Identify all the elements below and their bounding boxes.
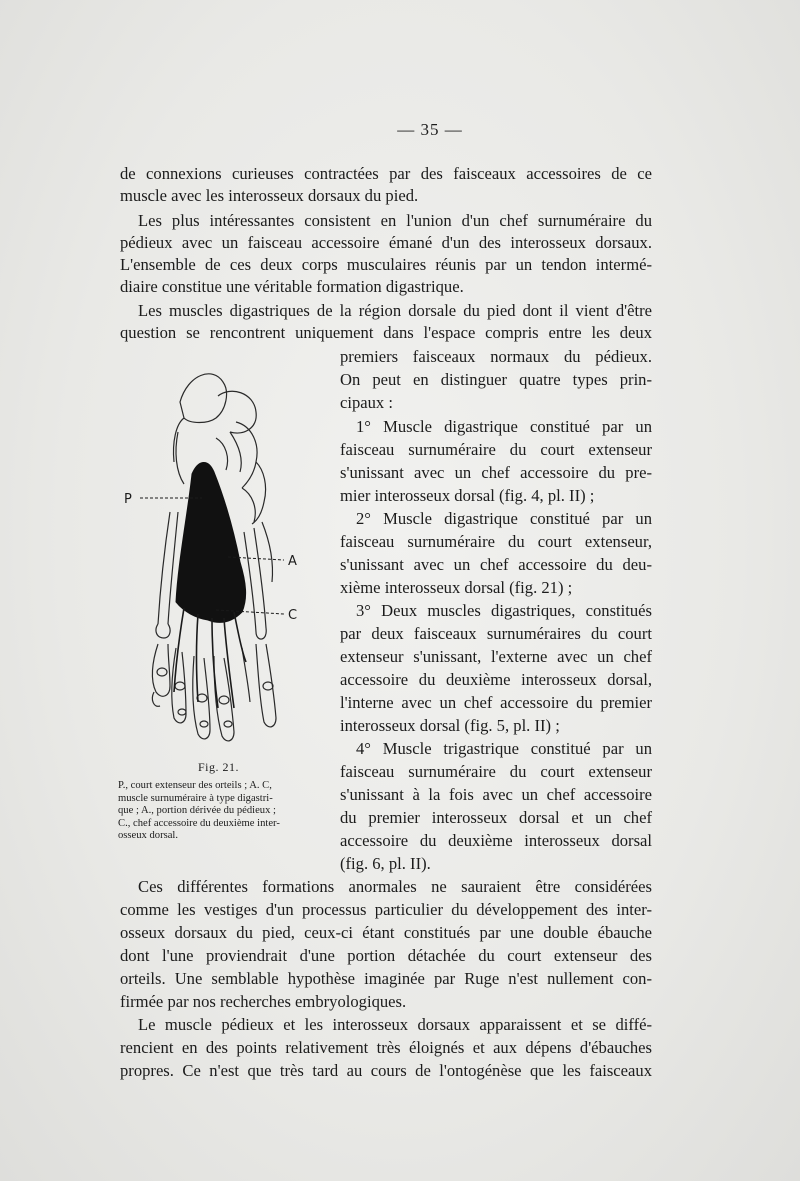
- tendons: [174, 608, 246, 708]
- figure-title: Fig. 21.: [198, 760, 240, 774]
- label-p: P: [124, 492, 132, 507]
- text-line: On peut en distinguer quatre types prin-: [340, 370, 652, 389]
- text-line: xième interosseux dorsal (fig. 21) ;: [340, 578, 573, 597]
- text-line: propres. Ce n'est que très tard au cours de l'ontogénèse que les faisceaux: [120, 1061, 652, 1080]
- text-line: question se rencontrent uniquement dans l'espace compris entre les deux: [120, 323, 652, 342]
- page-number: — 35 —: [397, 120, 463, 139]
- text-line: L'ensemble de ces deux corps musculaires réunis par un tendon intermé-: [120, 255, 652, 274]
- text-line: du premier interosseux dorsal et un chef: [340, 808, 652, 827]
- text-line: orteils. Une semblable hypothèse imaginée par Ruge n'est nullement con-: [120, 969, 652, 988]
- text-line: (fig. 6, pl. II).: [340, 854, 431, 873]
- figure-caption: [118, 780, 328, 843]
- text-line: accessoire du deuxième interosseux dorsal: [340, 831, 652, 850]
- foot-anatomy-figure: [118, 362, 328, 752]
- text-line: accessoire du deuxième interosseux dorsal,: [340, 670, 652, 689]
- caption-line: muscle surnuméraire à type digastri-: [118, 792, 273, 804]
- text-line: 4° Muscle trigastrique constitué par un: [356, 739, 652, 758]
- text-line: comme les vestiges d'un processus particulier du développement des inter-: [120, 900, 652, 919]
- label-a: A: [288, 554, 297, 569]
- text-line: rencient en des points relativement très éloignés et aux dépens d'ébauches: [120, 1038, 652, 1057]
- text-line: Les plus intéressantes consistent en l'union d'un chef surnuméraire du: [138, 211, 652, 230]
- text-line: premiers faisceaux normaux du pédieux.: [340, 347, 652, 366]
- caption-line: C., chef accessoire du deuxième inter-: [118, 817, 280, 829]
- text-line: firmée par nos recherches embryologiques.: [120, 992, 407, 1011]
- text-line: cipaux :: [340, 393, 393, 412]
- text-line: l'interne avec un chef accessoire du premier: [340, 693, 652, 712]
- text-line: s'unissant avec un chef accessoire du pre-: [340, 463, 652, 482]
- text-line: 3° Deux muscles digastriques, constitués: [356, 601, 652, 620]
- text-line: par deux faisceaux surnuméraires du court: [340, 624, 652, 643]
- text-line: faisceau surnuméraire du court extenseur: [340, 440, 652, 459]
- text-line: s'unissant avec un chef accessoire du deu-: [340, 555, 652, 574]
- text-line: s'unissant à la fois avec un chef accessoire: [340, 785, 652, 804]
- text-line: diaire constitue une véritable formation digastrique.: [120, 277, 464, 296]
- label-c: C: [288, 608, 298, 623]
- caption-line: osseux dorsal.: [118, 830, 179, 842]
- caption-line: que ; A., portion dérivée du pédieux ;: [118, 805, 276, 817]
- text-line: muscle avec les interosseux dorsaux du pied.: [120, 186, 419, 205]
- text-line: osseux dorsaux du pied, ceux-ci étant constitués par une double ébauche: [120, 923, 652, 942]
- text-line: Les muscles digastriques de la région dorsale du pied dont il vient d'être: [138, 301, 652, 320]
- caption-line: P., court extenseur des orteils ; A. C,: [118, 780, 272, 791]
- text-line: dont l'une proviendrait d'une portion détachée du court extenseur des: [120, 946, 652, 965]
- text-line: Le muscle pédieux et les interosseux dorsaux apparaissent et se diffé-: [138, 1015, 652, 1034]
- muscle-mass: [176, 462, 246, 622]
- text-line: interosseux dorsal (fig. 5, pl. II) ;: [340, 716, 560, 735]
- text-line: pédieux avec un faisceau accessoire émané d'un des interosseux dorsaux.: [120, 233, 652, 252]
- text-line: faisceau surnuméraire du court extenseur,: [340, 532, 652, 551]
- text-line: 2° Muscle digastrique constitué par un: [356, 509, 652, 528]
- text-line: 1° Muscle digastrique constitué par un: [356, 417, 652, 436]
- text-line: mier interosseux dorsal (fig. 4, pl. II) ;: [340, 486, 595, 505]
- text-line: extenseur s'unissant, l'externe avec un chef: [340, 647, 652, 666]
- text-line: faisceau surnuméraire du court extenseur: [340, 762, 652, 781]
- text-line: de connexions curieuses contractées par des faisceaux accessoires de ce: [120, 164, 652, 183]
- text-line: Ces différentes formations anormales ne sauraient être considérées: [138, 877, 652, 896]
